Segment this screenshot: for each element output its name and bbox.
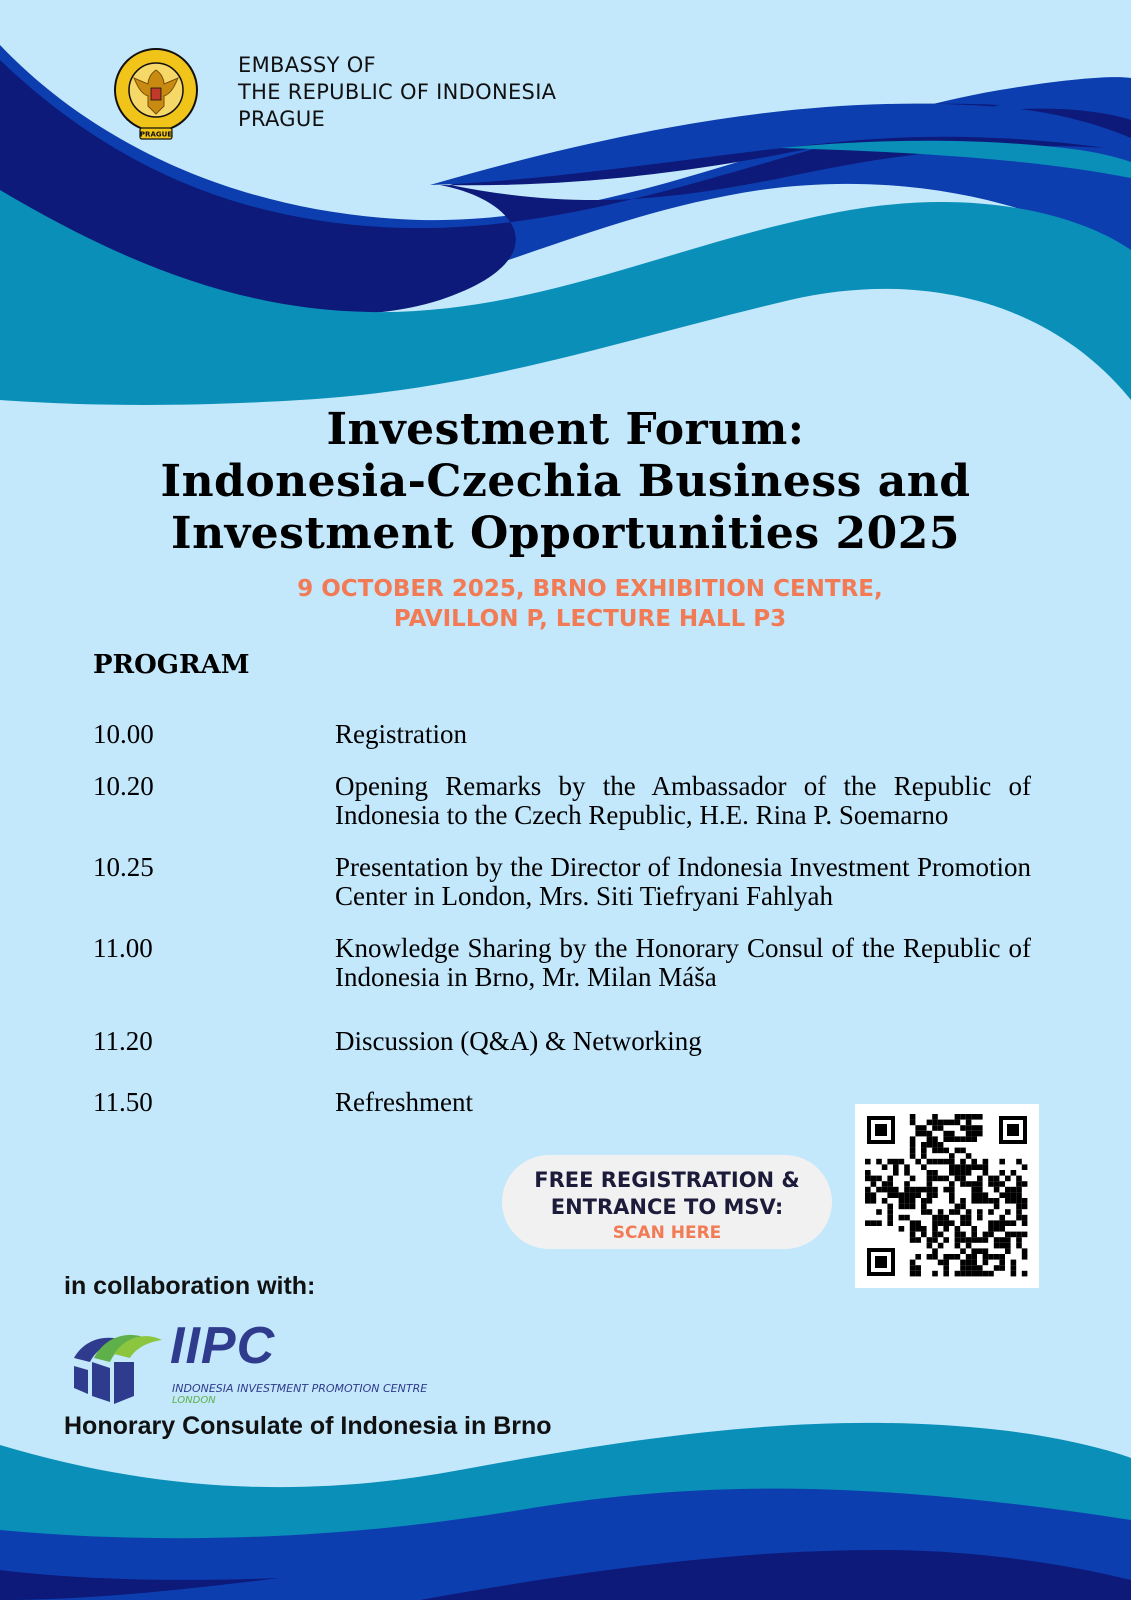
seal-bottom-text: PRAGUE bbox=[139, 130, 173, 139]
program-time: 11.20 bbox=[93, 1026, 153, 1056]
title-line-2: Indonesia-Czechia Business and bbox=[160, 456, 971, 507]
program-time: 11.00 bbox=[93, 933, 153, 963]
program-time: 11.50 bbox=[93, 1087, 153, 1117]
registration-line-2: ENTRANCE TO MSV: bbox=[550, 1195, 784, 1219]
iipc-city: LONDON bbox=[172, 1395, 216, 1406]
collaboration-label: in collaboration with: bbox=[64, 1272, 316, 1300]
iipc-abbreviation: IIPC bbox=[170, 1317, 276, 1375]
embassy-name bbox=[238, 52, 556, 133]
iipc-logo bbox=[64, 1318, 434, 1408]
date-venue-line-2: PAVILLON P, LECTURE HALL P3 bbox=[393, 606, 787, 632]
program-time: 10.00 bbox=[93, 719, 154, 749]
program-description: Knowledge Sharing by the Honorary Consul of the Republic of Indonesia in Brno, Mr. Milan Máša bbox=[335, 933, 1031, 992]
date-venue-line-1: 9 OCTOBER 2025, BRNO EXHIBITION CENTRE, bbox=[297, 576, 883, 602]
program-time: 10.25 bbox=[93, 852, 154, 882]
scan-here-label: SCAN HERE bbox=[612, 1223, 722, 1243]
consulate-name: Honorary Consulate of Indonesia in Brno bbox=[64, 1412, 552, 1440]
registration-callout bbox=[502, 1155, 832, 1249]
program-description: Opening Remarks by the Ambassador of the Republic of Indonesia to the Czech Republic, H.E. Rina P. Soemarno bbox=[335, 771, 1031, 830]
program-time: 10.20 bbox=[93, 771, 154, 801]
iipc-mark-icon bbox=[64, 1318, 168, 1408]
embassy-line-1: EMBASSY OF bbox=[238, 53, 376, 77]
program-description: Presentation by the Director of Indonesia Investment Promotion Center in London, Mrs. Siti Tiefryani Fahlyah bbox=[335, 852, 1031, 911]
registration-qr-code[interactable] bbox=[855, 1104, 1039, 1288]
embassy-line-3: PRAGUE bbox=[238, 107, 326, 131]
event-title bbox=[0, 404, 1131, 560]
title-line-3: Investment Opportunities 2025 bbox=[171, 508, 960, 559]
embassy-line-2: THE REPUBLIC OF INDONESIA bbox=[238, 80, 557, 104]
embassy-seal-logo bbox=[112, 44, 200, 144]
program-heading: PROGRAM bbox=[93, 650, 250, 680]
program-description: Discussion (Q&A) & Networking bbox=[335, 1026, 702, 1056]
title-line-1: Investment Forum: bbox=[326, 404, 805, 455]
program-description: Refreshment bbox=[335, 1087, 473, 1117]
program-description: Registration bbox=[335, 719, 467, 749]
registration-line-1: FREE REGISTRATION & bbox=[534, 1168, 800, 1192]
event-date-venue bbox=[240, 574, 940, 634]
iipc-full-name: INDONESIA INVESTMENT PROMOTION CENTRE bbox=[172, 1382, 428, 1395]
